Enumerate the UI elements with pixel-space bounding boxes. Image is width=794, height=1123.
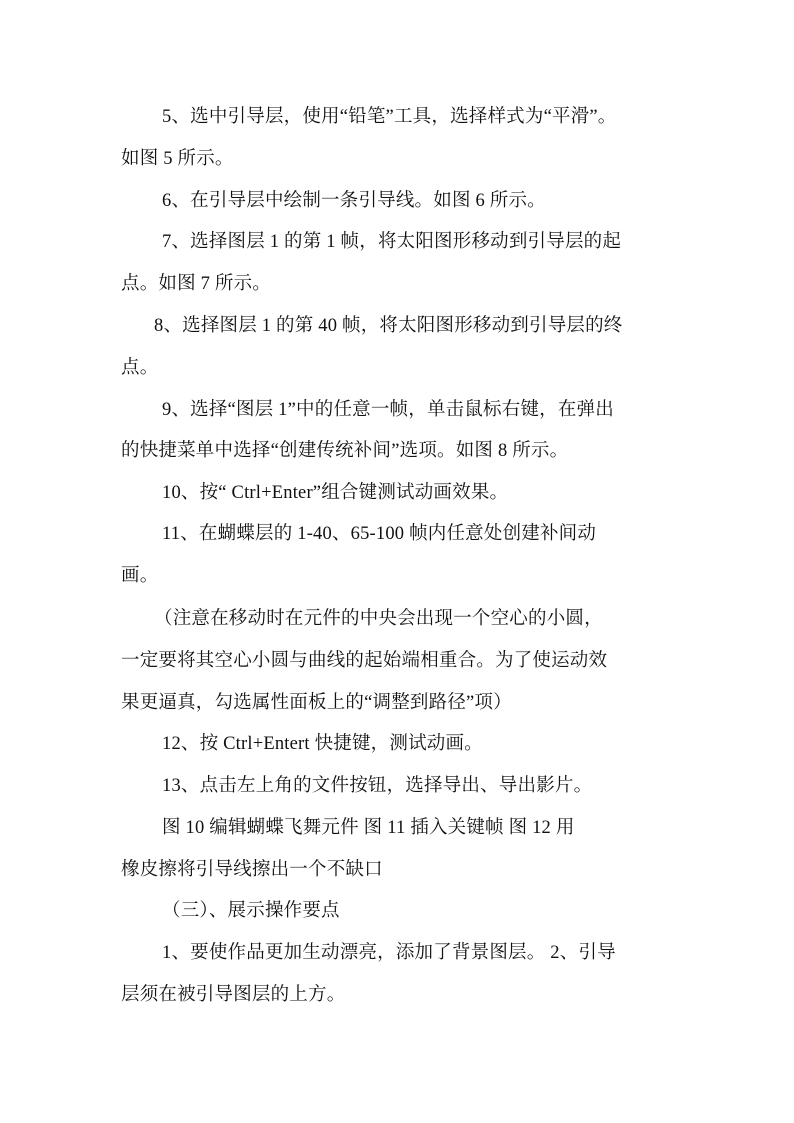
text-line: 画。 [121, 566, 159, 586]
text-line: 11、在蝴蝶层的 1-40、65-100 帧内任意处创建补间动 [162, 524, 597, 544]
text-line: 如图 5 所示。 [121, 149, 234, 169]
text-line: 9、选择“图层 1”中的任意一帧，单击鼠标右键，在弹出 [162, 400, 614, 420]
text-line: 6、在引导层中绘制一条引导线。如图 6 所示。 [162, 191, 546, 211]
text-line: 7、选择图层 1 的第 1 帧，将太阳图形移动到引导层的起 [162, 232, 622, 252]
text-line: 层须在被引导图层的上方。 [121, 985, 346, 1005]
text-line: 的快捷菜单中选择“创建传统补间”选项。如图 8 所示。 [121, 441, 569, 461]
text-line: 12、按 Ctrl+Entert 快捷键，测试动画。 [162, 734, 483, 754]
text-line: 10、按“ Ctrl+Enter”组合键测试动画效果。 [162, 483, 509, 503]
text-line: 点。如图 7 所示。 [121, 274, 272, 294]
text-line: 5、选中引导层，使用“铅笔”工具，选择样式为“平滑”。 [162, 107, 617, 127]
text-line: 果更逼真，勾选属性面板上的“调整到路径”项） [121, 693, 512, 713]
text-line: 8、选择图层 1 的第 40 帧，将太阳图形移动到引导层的终 [154, 316, 623, 336]
text-line: 13、点击左上角的文件按钮，选择导出、导出影片。 [162, 776, 593, 796]
text-line: 一定要将其空心小圆与曲线的起始端相重合。为了使运动效 [121, 651, 608, 671]
section-heading: （三）、展示操作要点 [162, 901, 340, 921]
text-line: 图 10 编辑蝴蝶飞舞元件 图 11 插入关键帧 图 12 用 [162, 818, 575, 838]
text-line: 橡皮擦将引导线擦出一个不缺口 [121, 860, 383, 880]
text-line: 点。 [121, 358, 159, 378]
text-line: （注意在移动时在元件的中央会出现一个空心的小圆， [154, 609, 603, 629]
text-line: 1、要使作品更加生动漂亮，添加了背景图层。 2、引导 [162, 943, 616, 963]
